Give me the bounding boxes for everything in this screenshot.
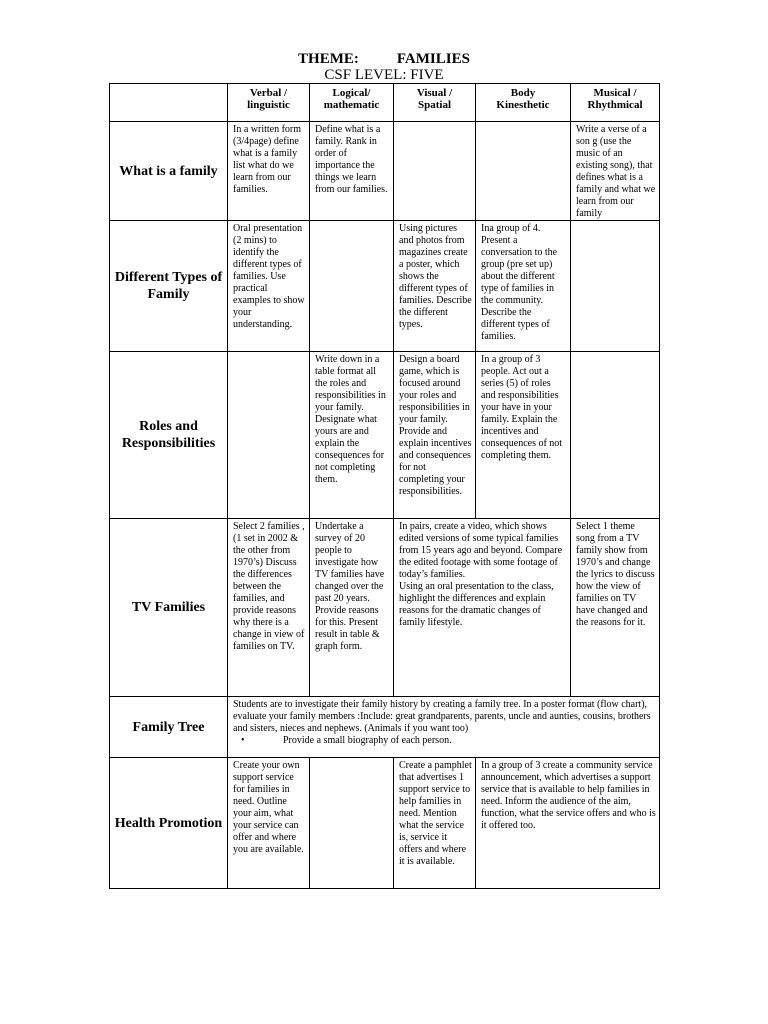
- cell-body: [476, 122, 571, 221]
- row-label: TV Families: [110, 519, 228, 697]
- theme-value: FAMILIES: [396, 51, 470, 67]
- row-label: What is a family: [110, 122, 228, 221]
- tv-oral-task: Using an oral presentation to the class, highlight the differences and explain reasons for the dramatic changes of family lifestyle.: [399, 581, 554, 628]
- row-different-types: [110, 221, 660, 352]
- cell-logical: Undertake a survey of 20 people to investigate how TV families have changed over the past 20 years. Provide reasons for this. Present result in table & graph form.: [310, 519, 394, 697]
- row-health-promotion: [110, 758, 660, 889]
- bullet-icon: •: [241, 735, 245, 746]
- csf-level: CSF LEVEL: FIVE: [324, 67, 444, 83]
- cell-body-musical: In a group of 3 create a community service announcement, which advertises a support service that is available to help families in need. Inform the audience of the aim, function, what the service offers and who is it offered too.: [476, 758, 660, 889]
- cell-logical: Write down in a table format all the roles and responsibilities in your family. Designate what yours are and explain the consequences for not completing them.: [310, 352, 394, 519]
- cell-verbal: [228, 352, 310, 519]
- document-title: [0, 51, 768, 67]
- column-header-logical: Logical/ mathematic: [310, 84, 394, 122]
- cell-verbal: Select 2 families , (1 set in 2002 & the other from 1970’s) Discuss the differences between the families, and provide reasons why there is a change in view of families on TV.: [228, 519, 310, 697]
- row-what-is-a-family: [110, 122, 660, 221]
- activity-grid: [109, 83, 660, 889]
- row-label: Roles and Responsibilities: [110, 352, 228, 519]
- cell-verbal: Oral presentation (2 mins) to identify the different types of families. Use practical examples to show your understanding.: [228, 221, 310, 352]
- cell-family-tree: [228, 697, 660, 758]
- cell-visual: Create a pamphlet that advertises 1 support service to help families in need. Mention what the service is, service it offers and where it is available.: [394, 758, 476, 889]
- cell-logical: [310, 758, 394, 889]
- column-header-verbal: Verbal / linguistic: [228, 84, 310, 122]
- bullet-item: [233, 735, 656, 747]
- cell-body: Ina group of 4. Present a conversation to the group (pre set up) about the different type of families in the community. Describe the different types of families.: [476, 221, 571, 352]
- cell-verbal: In a written form (3/4page) define what is a family list what do we learn from our families.: [228, 122, 310, 221]
- row-label: Health Promotion: [110, 758, 228, 889]
- row-label: Different Types of Family: [110, 221, 228, 352]
- tv-video-task: In pairs, create a video, which shows edited versions of some typical families from 15 years ago and beyond. Compare the edited footage with some footage of today’s families.: [399, 521, 563, 580]
- bullet-text: Provide a small biography of each person.: [283, 735, 452, 746]
- cell-logical: [310, 221, 394, 352]
- cell-musical: Select 1 theme song from a TV family show from 1970’s and change the lyrics to discuss how the view of families on TV have changed and the reasons for it.: [571, 519, 660, 697]
- cell-musical: [571, 352, 660, 519]
- theme-label: THEME:: [298, 51, 359, 67]
- column-header-body: Body Kinesthetic: [476, 84, 571, 122]
- column-header-visual: Visual / Spatial: [394, 84, 476, 122]
- cell-body: In a group of 3 people. Act out a series (5) of roles and responsibilities your have in your family. Explain the incentives and consequences of not completing them.: [476, 352, 571, 519]
- cell-visual: Using pictures and photos from magazines create a poster, which shows the different types of families. Describe the different types.: [394, 221, 476, 352]
- row-roles: [110, 352, 660, 519]
- cell-visual-body: [394, 519, 571, 697]
- family-tree-text: Students are to investigate their family history by creating a family tree. In a poster format (flow chart), evaluate your family members :Include: great grandparents, parents, uncle and aunties, cousins, brothers and sisters, nieces and nephews. (Animals if you want too): [233, 699, 651, 734]
- cell-visual: [394, 122, 476, 221]
- cell-visual: Design a board game, which is focused around your roles and responsibilities in your family. Provide and explain incentives and consequences for not completing your responsibilities.: [394, 352, 476, 519]
- row-tv-families: [110, 519, 660, 697]
- row-label: Family Tree: [110, 697, 228, 758]
- header-corner: [110, 84, 228, 122]
- cell-musical: [571, 221, 660, 352]
- column-header-musical: Musical / Rhythmical: [571, 84, 660, 122]
- row-family-tree: [110, 697, 660, 758]
- cell-logical: Define what is a family. Rank in order of importance the things we learn from our families.: [310, 122, 394, 221]
- cell-verbal: Create your own support service for families in need. Outline your aim, what your service can offer and where you are available.: [228, 758, 310, 889]
- cell-musical: Write a verse of a son g (use the music of an existing song), that defines what is a family and what we learn from our family: [571, 122, 660, 221]
